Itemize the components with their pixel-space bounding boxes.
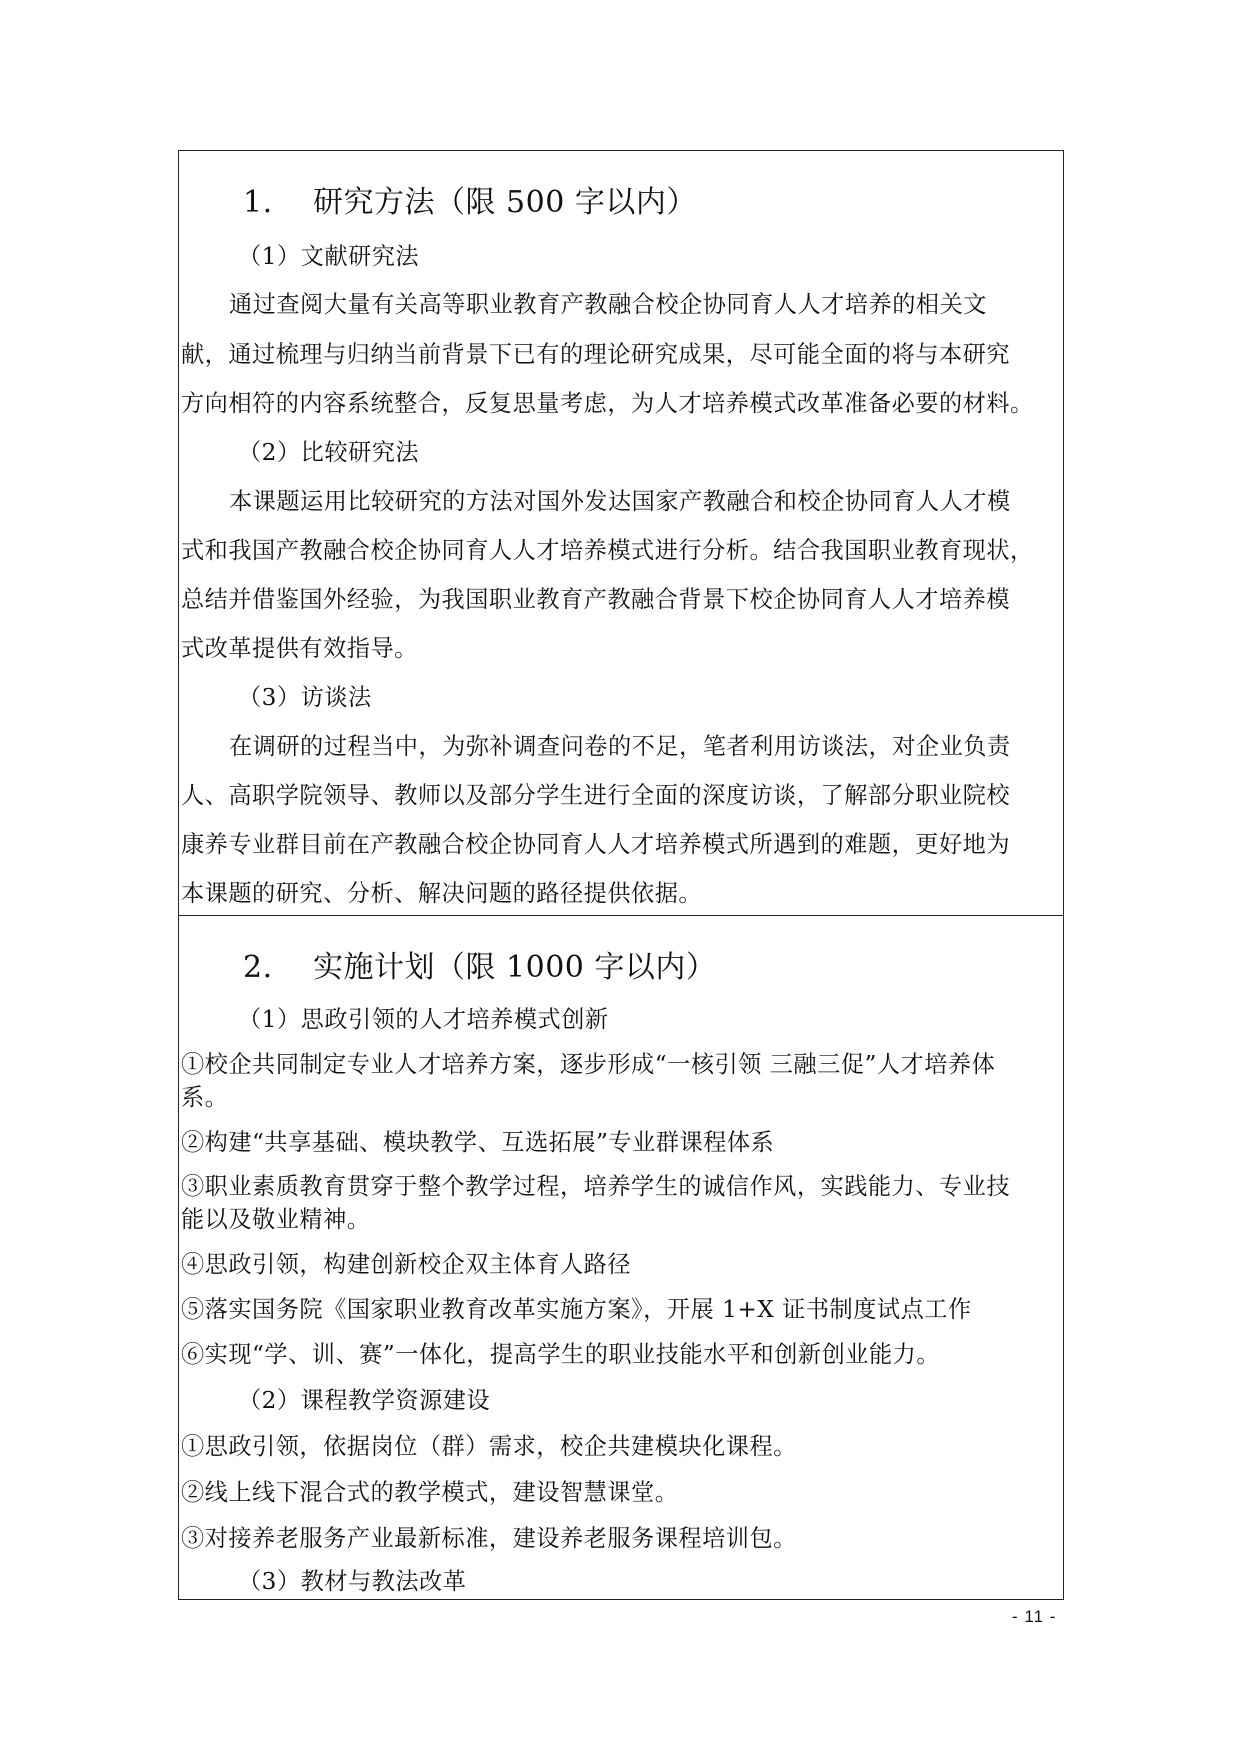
plan1-item: 能以及敬业精神。 bbox=[181, 1206, 371, 1233]
plan1-item: ③职业素质教育贯穿于整个教学过程，培养学生的诚信作风，实践能力、专业技 bbox=[181, 1173, 1011, 1200]
method1-line: 方向相符的内容系统整合，反复思量考虑，为人才培养模式改革准备必要的材料。 bbox=[181, 390, 1034, 417]
section2-number: 2. bbox=[243, 950, 273, 985]
plan2-item: ①思政引领，依据岗位（群）需求，校企共建模块化课程。 bbox=[181, 1433, 797, 1460]
method2-line: 式和我国产教融合校企协同育人人才培养模式进行分析。结合我国职业教育现状， bbox=[181, 537, 1034, 564]
plan1-item: ⑤落实国务院《国家职业教育改革实施方案》，开展 1+X 证书制度试点工作 bbox=[181, 1296, 972, 1323]
plan1-title: （1）思政引领的人才培养模式创新 bbox=[238, 1006, 609, 1033]
method1-line: 通过查阅大量有关高等职业教育产教融合校企协同育人人才培养的相关文 bbox=[229, 291, 987, 318]
method3-title: （3）访谈法 bbox=[238, 684, 372, 711]
method3-line: 本课题的研究、分析、解决问题的路径提供依据。 bbox=[181, 880, 703, 907]
plan1-item: ④思政引领，构建创新校企双主体育人路径 bbox=[181, 1251, 632, 1278]
section-divider bbox=[178, 915, 1064, 916]
plan1-item: 系。 bbox=[181, 1084, 229, 1111]
section2-title: 实施计划（限 1000 字以内） bbox=[313, 950, 717, 985]
plan2-item: ③对接养老服务产业最新标准，建设养老服务课程培训包。 bbox=[181, 1525, 797, 1552]
plan1-item: ①校企共同制定专业人才培养方案，逐步形成“一核引领 三融三促”人才培养体 bbox=[181, 1051, 996, 1078]
plan3-title: （3）教材与教法改革 bbox=[238, 1568, 467, 1595]
method1-line: 献，通过梳理与归纳当前背景下已有的理论研究成果，尽可能全面的将与本研究 bbox=[181, 341, 1011, 368]
method3-line: 人、高职学院领导、教师以及部分学生进行全面的深度访谈，了解部分职业院校 bbox=[181, 782, 1011, 809]
section1-number: 1. bbox=[243, 185, 273, 220]
section2-heading bbox=[181, 948, 1125, 988]
section1-title: 研究方法（限 500 字以内） bbox=[313, 185, 697, 220]
plan2-item: ②线上线下混合式的教学模式，建设智慧课堂。 bbox=[181, 1479, 679, 1506]
method3-line: 在调研的过程当中，为弥补调查问卷的不足，笔者利用访谈法，对企业负责 bbox=[229, 733, 1011, 760]
method3-line: 康养专业群目前在产教融合校企协同育人人才培养模式所遇到的难题，更好地为 bbox=[181, 831, 1011, 858]
plan2-title: （2）课程教学资源建设 bbox=[238, 1387, 491, 1414]
section1-heading bbox=[181, 183, 1125, 223]
method2-line: 本课题运用比较研究的方法对国外发达国家产教融合和校企协同育人人才模 bbox=[229, 488, 1011, 515]
method2-line: 式改革提供有效指导。 bbox=[181, 635, 418, 662]
method2-title: （2）比较研究法 bbox=[238, 439, 420, 466]
page-number: - 11 - bbox=[1012, 1607, 1057, 1626]
plan1-item: ⑥实现“学、训、赛”一体化，提高学生的职业技能水平和创新创业能力。 bbox=[181, 1341, 941, 1368]
plan1-item: ②构建“共享基础、模块教学、互选拓展”专业群课程体系 bbox=[181, 1129, 775, 1156]
method1-title: （1）文献研究法 bbox=[238, 243, 420, 270]
method2-line: 总结并借鉴国外经验，为我国职业教育产教融合背景下校企协同育人人才培养模 bbox=[181, 586, 1011, 613]
